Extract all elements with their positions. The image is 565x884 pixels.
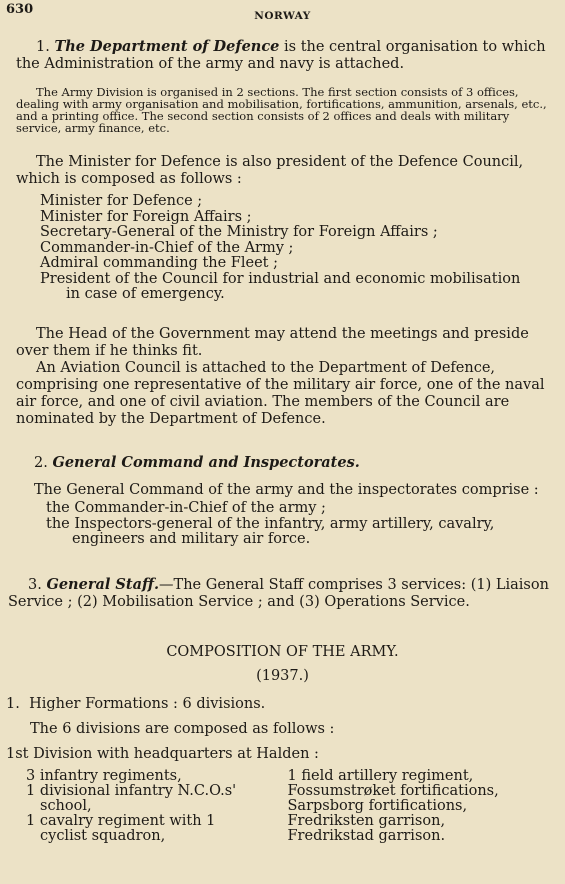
minister-paragraph: The Minister for Defence is also president of the Defence Council, which is composed as follows : — [16, 154, 524, 187]
aviation-paragraph: An Aviation Council is attached to the Department of Defence, comprising one representative of the military air force, one of the naval air force, and one of civil aviation. The members of the Council are nominated by the Department of Defence. — [16, 360, 545, 427]
section-3-title: General Staff. — [46, 576, 160, 593]
list-item: 1 field artillery regiment, — [287, 768, 474, 784]
section-2-title: General Command and Inspectorates. — [52, 454, 360, 471]
first-division-columns — [6, 769, 549, 844]
list-item: President of the Council for industrial and economic mobilisation — [40, 270, 521, 287]
first-division-heading: 1st Division with headquarters at Halden : — [6, 746, 319, 762]
higher-formations — [6, 696, 549, 713]
head-government-block — [16, 326, 549, 360]
list-item: Fredriksten garrison, — [287, 813, 446, 829]
section-3 — [8, 576, 549, 611]
list-item: the Commander-in-Chief of the army ; — [46, 500, 326, 516]
page-number: 630 — [6, 2, 34, 17]
section-3-text: —The General Staff comprises 3 services: (1) Liaison Service ; (2) Mobilisation Service ; and (3) Operations Service. — [8, 577, 549, 610]
head-government-paragraph: The Head of the Government may attend the meetings and preside over them if he thinks fit. — [16, 326, 529, 359]
aviation-block — [16, 360, 549, 428]
list-item: Admiral commanding the Fleet ; — [40, 255, 278, 271]
minister-block — [16, 154, 549, 188]
list-item: Minister for Defence ; — [40, 193, 203, 209]
section-1-text: is the central organisation to which the Administration of the army and navy is attached. — [16, 39, 546, 72]
section-1-number: 1. — [36, 39, 50, 55]
list-item-continuation: cyclist squadron, — [40, 828, 166, 844]
list-item: Sarpsborg fortifications, — [287, 798, 468, 814]
list-item-continuation: in case of emergency. — [66, 286, 225, 302]
composition-heading-block — [16, 644, 549, 684]
running-head: NORWAY — [254, 10, 311, 22]
list-item: 1 divisional infantry N.C.O.s' — [26, 783, 237, 799]
list-item: 3 infantry regiments, — [26, 768, 182, 784]
section-2-heading — [16, 454, 549, 472]
list-item: 1 cavalry regiment with 1 — [26, 813, 216, 829]
list-item-continuation: school, — [40, 798, 92, 814]
list-item: Secretary-General of the Ministry for Foreign Affairs ; — [40, 224, 438, 240]
list-item-continuation: engineers and military air force. — [72, 531, 311, 547]
divisions-block — [6, 696, 549, 844]
list-item: the Inspectors-general of the infantry, army artillery, cavalry, — [46, 515, 495, 532]
council-members-list — [40, 194, 549, 303]
section-1-paragraph — [16, 38, 549, 73]
divisions-intro: The 6 divisions are composed as follows : — [30, 721, 335, 737]
first-division-left-column — [26, 769, 288, 844]
section-3-number: 3. — [28, 577, 42, 593]
section-3-paragraph — [8, 576, 549, 611]
section-2 — [16, 454, 549, 548]
list-item: Minister for Foreign Affairs ; — [40, 208, 252, 225]
army-division-note: The Army Division is organised in 2 sections. The first section consists of 3 offices, dealing with army organisation and mobilisation, fortifications, ammunition, arsenals, etc., and a printing office. The second section consists of 2 offices and deals with military service, army finance, etc. — [16, 85, 547, 135]
list-item: Fossumstrøket fortifications, — [287, 783, 499, 799]
higher-formations-text: Higher Formations : 6 divisions. — [29, 696, 266, 712]
army-division-note-block — [16, 86, 549, 134]
composition-year: (1937.) — [256, 668, 309, 684]
section-1-title: The Department of Defence — [54, 38, 280, 55]
section-1 — [16, 38, 549, 73]
list-item: Commander-in-Chief of the Army ; — [40, 239, 294, 256]
list-item: Fredrikstad garrison. — [287, 828, 446, 844]
section-2-number: 2. — [34, 455, 48, 471]
composition-heading: COMPOSITION OF THE ARMY. — [166, 644, 399, 660]
higher-formations-number: 1. — [6, 696, 20, 712]
section-2-list — [16, 501, 549, 548]
section-2-intro: The General Command of the army and the inspectorates comprise : — [34, 482, 539, 498]
first-division-right-column — [288, 769, 550, 844]
